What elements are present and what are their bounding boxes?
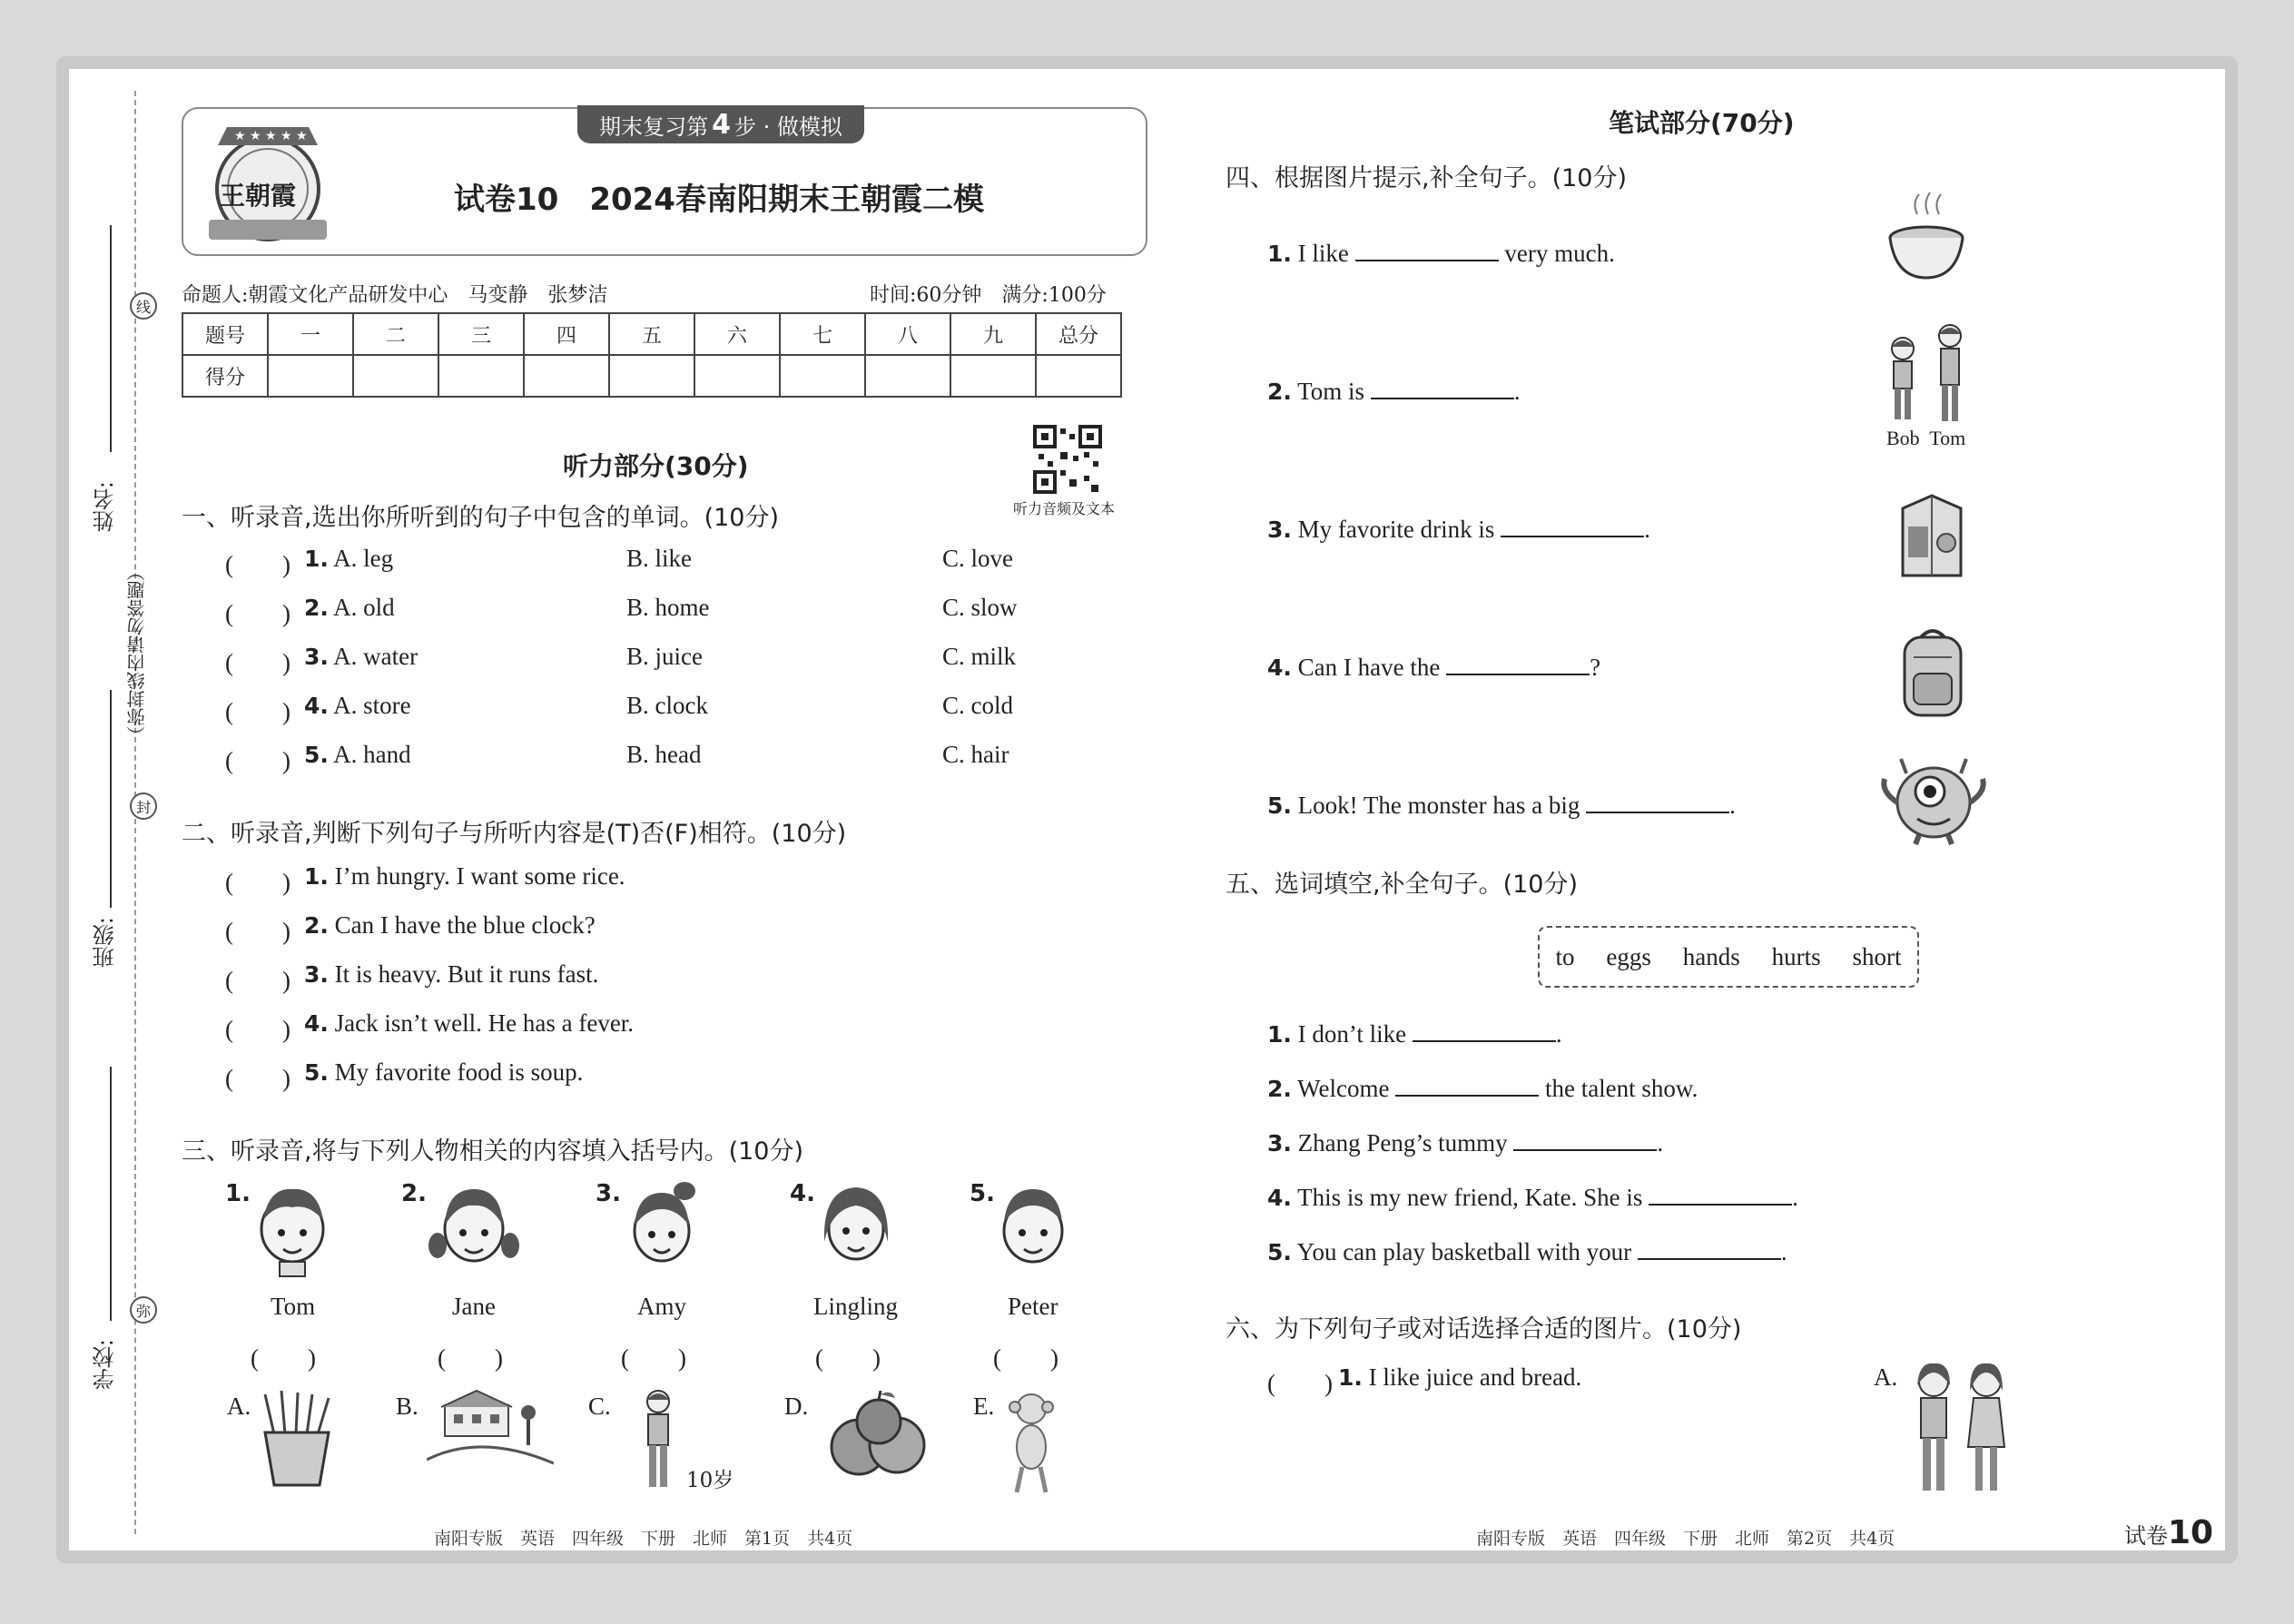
answer-blank[interactable]	[1513, 1127, 1657, 1151]
answer-paren[interactable]: ( )	[251, 1344, 316, 1372]
option-c: C. cold	[942, 692, 1013, 719]
word-bank-item: to	[1555, 942, 1575, 970]
list-item: 4. This is my new friend, Kate. She is .	[1267, 1184, 1798, 1211]
option-c: C. love	[942, 545, 1013, 572]
score-cell: 总分	[1036, 313, 1121, 355]
list-item: 2. Tom is .	[1267, 378, 1521, 405]
school-scene-icon	[427, 1387, 554, 1469]
answer-paren[interactable]: ( )	[225, 967, 290, 994]
girl-face-icon	[428, 1176, 519, 1278]
list-item: 4. Can I have the ?	[1267, 654, 1601, 681]
score-table	[182, 312, 1122, 398]
school-underline	[110, 1067, 112, 1321]
boy-face-icon	[995, 1176, 1071, 1278]
answer-paren[interactable]: ( )	[225, 1065, 290, 1092]
list-item: 1. I like juice and bread.	[1338, 1363, 1582, 1391]
option-label: C.	[588, 1393, 611, 1420]
answer-blank[interactable]	[1371, 376, 1514, 399]
option-label: D.	[784, 1393, 809, 1420]
score-input-cell[interactable]	[353, 355, 438, 397]
list-item: 5. A. hand	[304, 741, 411, 768]
answer-paren[interactable]: ( )	[225, 600, 290, 627]
answer-paren[interactable]: ( )	[993, 1344, 1058, 1372]
score-value-row	[182, 355, 1121, 397]
person-num: 3.	[596, 1180, 621, 1207]
list-item: 1. I don’t like .	[1267, 1020, 1562, 1048]
score-input-cell[interactable]	[524, 355, 609, 397]
answer-paren[interactable]: ( )	[621, 1344, 686, 1372]
person-name: Lingling	[813, 1293, 898, 1320]
word-bank-item: hurts	[1771, 942, 1821, 970]
paper-title: 试卷10 2024春南阳期末王朝霞二模	[454, 182, 984, 218]
two-girls-icon	[1906, 1360, 2015, 1496]
logo-text: 王朝霞	[220, 181, 297, 211]
class-underline	[110, 690, 112, 908]
score-cell: 一	[268, 313, 353, 355]
answer-paren[interactable]: ( )	[225, 551, 290, 578]
list-item: 2. Can I have the blue clock?	[304, 911, 596, 939]
answer-blank[interactable]	[1649, 1182, 1792, 1206]
section-4-title: 四、根据图片提示,补全句子。(10分)	[1226, 164, 1628, 192]
answer-blank[interactable]	[1355, 238, 1499, 261]
word-bank-item: hands	[1682, 942, 1740, 970]
answer-blank[interactable]	[1501, 514, 1644, 537]
score-input-cell[interactable]	[268, 355, 353, 397]
score-cell: 八	[865, 313, 950, 355]
class-label: 班级:	[93, 917, 118, 969]
score-cell: 九	[950, 313, 1036, 355]
seal-mi: 弥	[130, 1296, 157, 1324]
word-bank-item: short	[1852, 942, 1902, 970]
monkey-icon	[1004, 1389, 1058, 1498]
girl-face-icon	[621, 1176, 703, 1278]
authors: 命题人:朝霞文化产品研发中心 马变静 张梦洁	[182, 284, 608, 307]
age-caption: 10岁	[686, 1469, 734, 1492]
juice-box-icon	[1895, 490, 1968, 581]
person-num: 2.	[401, 1180, 427, 1207]
girl-standing-icon	[635, 1387, 681, 1496]
person-name: Jane	[452, 1293, 496, 1320]
person-name: Peter	[1008, 1293, 1058, 1320]
option-label: A.	[227, 1393, 251, 1420]
answer-paren[interactable]: ( )	[225, 698, 290, 725]
answer-paren[interactable]: ( )	[225, 869, 290, 896]
answer-paren[interactable]: ( )	[225, 649, 290, 676]
brand-logo	[200, 118, 336, 247]
option-label: A.	[1874, 1363, 1898, 1391]
listening-title: 听力部分(30分)	[563, 451, 749, 481]
noodle-bowl-icon	[1886, 187, 1966, 281]
person-name: Tom	[271, 1293, 316, 1320]
footer-left: 南阳专版 英语 四年级 下册 北师 第1页 共4页	[434, 1529, 853, 1549]
score-cell: 三	[438, 313, 524, 355]
score-input-cell[interactable]	[609, 355, 694, 397]
option-b: B. clock	[626, 692, 708, 719]
option-b: B. head	[626, 741, 702, 768]
score-input-cell[interactable]	[1036, 355, 1121, 397]
list-item: 1. I’m hungry. I want some rice.	[304, 862, 625, 890]
boy-face-icon	[252, 1176, 332, 1278]
option-b: B. juice	[626, 643, 703, 670]
name-label: 姓名:	[93, 481, 118, 533]
list-item: 5. My favorite food is soup.	[304, 1058, 584, 1086]
answer-blank[interactable]	[1395, 1073, 1539, 1097]
person-num: 5.	[970, 1180, 995, 1207]
seal-line: 线	[130, 292, 157, 320]
score-cell: 题号	[182, 313, 268, 355]
score-input-cell[interactable]	[438, 355, 524, 397]
list-item: 4. A. store	[304, 692, 411, 719]
word-bank	[1538, 926, 1919, 988]
score-input-cell[interactable]	[780, 355, 865, 397]
answer-paren[interactable]: ( )	[225, 918, 290, 945]
section-6-title: 六、为下列句子或对话选择合适的图片。(10分)	[1226, 1315, 1742, 1343]
list-item: 4. Jack isn’t well. He has a fever.	[304, 1009, 635, 1037]
list-item: 3. Zhang Peng’s tummy .	[1267, 1129, 1664, 1156]
name-underline	[110, 225, 112, 452]
person-num: 4.	[790, 1180, 815, 1207]
score-input-cell[interactable]	[865, 355, 950, 397]
score-header-row	[182, 313, 1121, 355]
list-item: 3. My favorite drink is .	[1267, 516, 1650, 543]
svg-text:★ ★ ★ ★ ★: ★ ★ ★ ★ ★	[234, 129, 308, 143]
girl-face-icon	[815, 1173, 897, 1278]
option-label: B.	[396, 1393, 418, 1420]
binding-notice: （弥封线内请勿答题）	[126, 563, 148, 744]
section-1-title: 一、听录音,选出你所听到的句子中包含的单词。(10分)	[182, 504, 780, 532]
score-cell: 二	[353, 313, 438, 355]
answer-paren[interactable]: ( )	[225, 747, 290, 774]
step-tab: 期末复习第 4 步 · 做模拟	[577, 105, 864, 143]
paper-number: 试卷10	[2124, 1514, 2214, 1551]
list-item: 3. A. water	[304, 643, 418, 670]
answer-paren[interactable]: ( )	[815, 1344, 881, 1372]
score-row-label: 得分	[182, 355, 268, 397]
option-label: E.	[973, 1393, 995, 1420]
person-name: Amy	[637, 1293, 686, 1320]
footer-right: 南阳专版 英语 四年级 下册 北师 第2页 共4页	[1476, 1529, 1895, 1549]
seal-feng: 封	[130, 792, 157, 820]
score-cell: 五	[609, 313, 694, 355]
bob-tom-caption: Bob Tom	[1886, 427, 1966, 449]
person-num: 1.	[225, 1180, 251, 1207]
score-cell: 六	[694, 313, 780, 355]
score-input-cell[interactable]	[694, 355, 780, 397]
answer-blank[interactable]	[1586, 790, 1729, 813]
french-fries-icon	[256, 1389, 338, 1489]
score-input-cell[interactable]	[950, 355, 1036, 397]
written-title: 笔试部分(70分)	[1609, 108, 1795, 138]
qr-code-icon[interactable]	[1033, 425, 1102, 494]
option-b: B. home	[626, 594, 710, 621]
list-item: 2. Welcome the talent show.	[1267, 1075, 1698, 1102]
list-item: 1. I like very much.	[1267, 240, 1615, 267]
list-item: 5. Look! The monster has a big .	[1267, 792, 1736, 819]
backpack-icon	[1897, 625, 1968, 719]
section-3-title: 三、听录音,将与下列人物相关的内容填入括号内。(10分)	[182, 1137, 804, 1166]
score-cell: 七	[780, 313, 865, 355]
time-score: 时间:60分钟 满分:100分	[870, 284, 1107, 307]
option-b: B. like	[626, 545, 692, 572]
qr-caption: 听力音频及文本	[1013, 500, 1116, 517]
list-item: 5. You can play basketball with your .	[1267, 1238, 1787, 1265]
score-cell: 四	[524, 313, 609, 355]
answer-blank[interactable]	[1446, 652, 1590, 675]
option-c: C. hair	[942, 741, 1009, 768]
option-c: C. slow	[942, 594, 1018, 621]
section-2-title: 二、听录音,判断下列句子与所听内容是(T)否(F)相符。(10分)	[182, 820, 847, 848]
list-item: 1. A. leg	[304, 545, 394, 572]
list-item: 3. It is heavy. But it runs fast.	[304, 960, 599, 988]
apples-icon	[828, 1391, 928, 1478]
answer-blank[interactable]	[1413, 1019, 1556, 1042]
school-label: 学校:	[93, 1339, 118, 1391]
answer-paren[interactable]: ( )	[225, 1016, 290, 1043]
two-boys-icon	[1879, 321, 1975, 423]
option-c: C. milk	[942, 643, 1017, 670]
answer-paren[interactable]: ( )	[1267, 1370, 1333, 1397]
list-item: 2. A. old	[304, 594, 395, 621]
word-bank-item: eggs	[1606, 942, 1651, 970]
monster-icon	[1876, 755, 1992, 846]
answer-paren[interactable]: ( )	[438, 1344, 503, 1372]
answer-blank[interactable]	[1638, 1236, 1781, 1260]
section-5-title: 五、选词填空,补全句子。(10分)	[1226, 871, 1579, 899]
